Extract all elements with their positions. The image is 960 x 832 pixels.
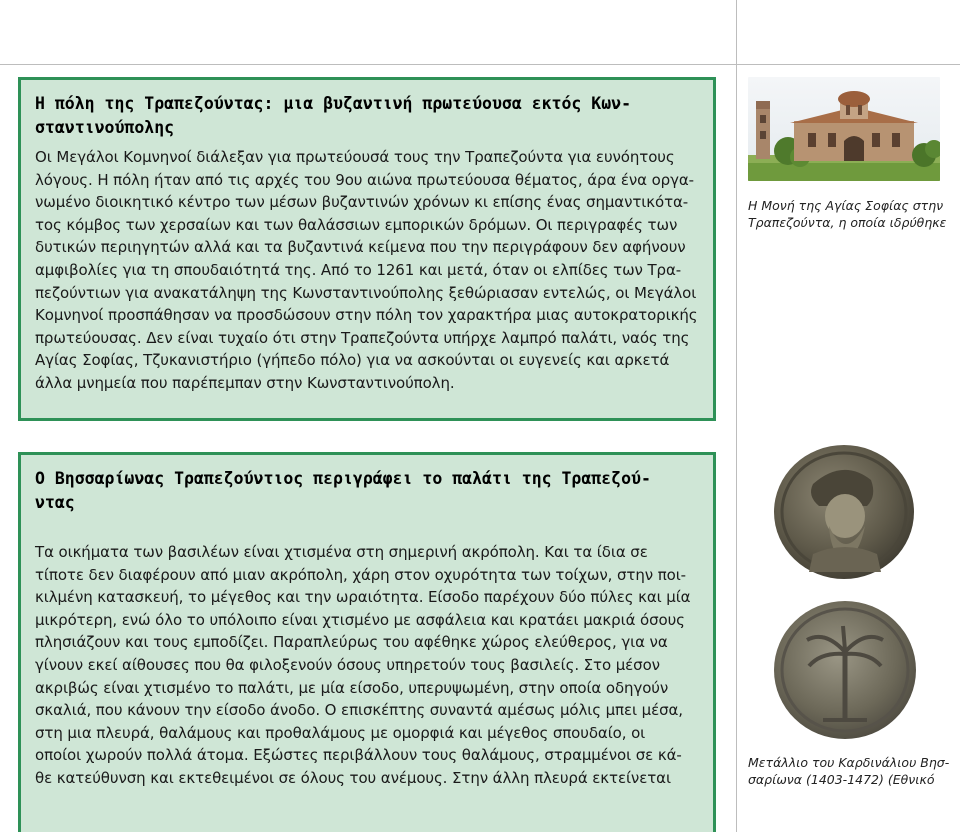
top-rule xyxy=(0,64,960,65)
bessarion-medal-portrait xyxy=(773,444,915,580)
box-body-text: Οι Μεγάλοι Κομνηνοί διάλεξαν για πρωτεύουσά τους την Τραπεζούντα για ευνόητους λόγους. Η πόλη ήταν από τις αρχές του 9ου αιώνα πρωτεύουσα θέματος, άρα ένα οργα- νωμένο διοικητικό κέντρο των μέσων βυζαντινών χρόνων κι επίσης ένας σημαντικότα- τος κόμβος των χερσαίων και των θαλάσσιων εμπορικών δρόμων. Οι περιγραφές των δυτικών περιηγητών αλλά και τα βυζαντινά κείμενα που την περιγράφουν δεν αφήνουν αμφιβολίες για τη σπουδαιότητά της. Από το 1261 και μετά, όταν οι ελπίδες των Τρα- πεζούντιων για ανακατάληψη της Κωνσταντινούπολης ξεθώριασαν εντελώς, οι Μεγάλοι Κομνηνοί προσπάθησαν να προσδώσουν στην πόλη τον χαρακτήρα μιας αυτοκρατορικής πρωτεύουσας. Δεν είναι τυχαίο ότι στην Τραπεζούντα υπήρχε λαμπρό παλάτι, ναός της Αγίας Σοφίας, Τζυκανιστήριο (γήπεδο πόλο) για να ασκούνται οι ευγενείς και αρκετά άλλα μνημεία που παρέπεμπαν στην Κωνσταντινούπολη. xyxy=(35,148,698,392)
box-heading: Η πόλη της Τραπεζούντας: μια βυζαντινή πρωτεύουσα εκτός Κων- σταντινούπολης xyxy=(35,94,632,137)
column-rule xyxy=(736,0,737,832)
info-box-trebizond-city xyxy=(18,77,716,421)
box-body-text: Τα οικήματα των βασιλέων είναι χτισμένα στη σημερινή ακρόπολη. Και τα ίδια σε τίποτε δεν διαφέρουν από μιαν ακρόπολη, χάρη στον οχυρότητα των τοίχων, στην ποι- κιλμένη κατασκευή, το μέγεθος και την ωραιότητα. Είσοδο παρέχουν δύο πύλες και μία μικρότερη, ενώ όλο το υπόλοιπο είναι χτισμένο με ασφάλεια και κρατάει μακριά όσους πλησιάζουν και τους εμποδίζει. Παραπλεύρως του αφέθηκε χώρος ελεύθερος, για να γίνουν εκεί αίθουσες που θα φιλοξενούν όσους υπηρετούν τους βασιλείς. Στο μέσον ακριβώς είναι χτισμένο το παλάτι, με μία είσοδο, υπερυψωμένη, στην οποία οδηγούν σκαλιά, που κάνουν την είσοδο άνοδο. Ο επισκέπτης συναντά αμέσως μόλις μπει μέσα, στη μια πλευρά, θαλάμους και προθαλάμους με ομορφιά και μέγεθος σπουδαίο, οι οποίοι χωρούν πολλά άτομα. Εξώστες περιβάλλουν τους θαλάμους, στραμμένοι σε κά- θε κατεύθυνση και εκτεθειμένοι σε όλους του ανέμους. Στην άλλη πλευρά εκτείνεται xyxy=(35,543,691,787)
bessarion-medal-reverse xyxy=(773,600,917,740)
church-photo-caption: Η Μονή της Αγίας Σοφίας στην Τραπεζούντα, η οποία ιδρύθηκε xyxy=(748,198,947,230)
medal-caption: Μετάλλιο του Καρδινάλιου Βησ- σαρίωνα (1403-1472) (Εθνικό xyxy=(748,755,950,787)
info-box-bessarion-palace xyxy=(18,452,716,832)
box-heading: Ο Βησσαρίωνας Τραπεζούντιος περιγράφει το παλάτι της Τραπεζού- ντας xyxy=(35,469,651,512)
hagia-sophia-trebizond-photo xyxy=(748,77,940,181)
